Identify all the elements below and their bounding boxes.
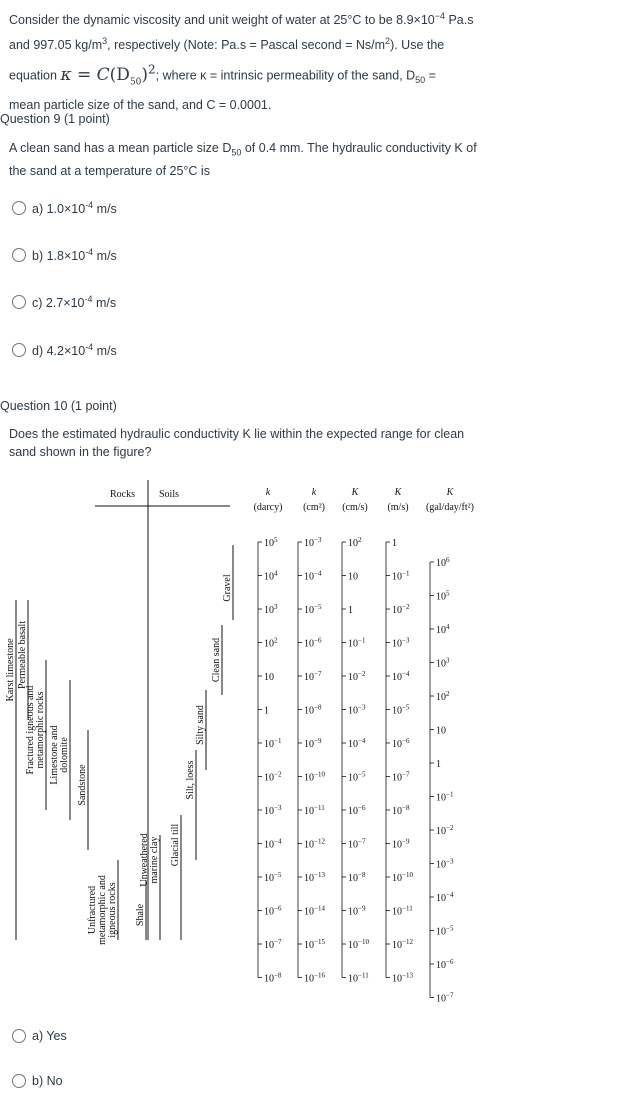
question-points: (1 point)	[60, 112, 110, 126]
tick-exponent: −6	[314, 636, 322, 645]
intro-text: , respectively (Note: Pa.s = Pascal second = Ns/m	[107, 38, 386, 53]
material-label: metamorphic rocks	[35, 691, 46, 769]
tick-exponent: −16	[314, 971, 325, 980]
material-label: Silt, loess	[185, 760, 196, 800]
formula-sub: 50	[129, 77, 142, 88]
tick-label: $10^4$	[436, 623, 450, 636]
tick-label: $10^{-10}$	[348, 938, 369, 951]
formula-exp: 2	[148, 62, 156, 77]
tick-exponent: −5	[274, 871, 282, 879]
tick-exponent: −10	[358, 938, 369, 946]
tick-exponent: −3	[358, 703, 366, 712]
tick-label: $10^2$	[436, 690, 450, 703]
tick-label: $10^{-3}$	[436, 857, 454, 871]
tick-label: $10^{-9}$	[392, 837, 410, 851]
tick-exponent: −3	[274, 804, 282, 812]
material-label: Gravel	[222, 574, 233, 602]
q10-option-a[interactable]	[12, 1029, 67, 1043]
question-text: sand shown in the figure?	[9, 445, 152, 459]
tick-exponent: 5	[446, 589, 450, 598]
tick-exponent: −4	[402, 670, 410, 678]
tick-label: $10^{-15}$	[304, 938, 325, 951]
question-9-header	[0, 112, 110, 126]
intro-text: ; where κ = intrinsic permeability of the sand, D	[155, 68, 416, 83]
rocks-header: Rocks	[110, 489, 135, 500]
tick-exponent: 2	[358, 536, 362, 544]
tick-label: 10	[348, 571, 358, 583]
tick-exponent: −11	[314, 804, 325, 812]
tick-label: 1	[436, 759, 441, 770]
tick-label: $10^{-3}$	[264, 804, 282, 817]
scale-unit: (cm²)	[303, 502, 325, 513]
tick-label: $10^{-3}$	[392, 636, 410, 650]
tick-exponent: −6	[358, 804, 366, 812]
tick-exponent: −7	[402, 770, 410, 779]
tick-label: $10^{-4}$	[304, 569, 322, 583]
scale-symbol: k	[265, 487, 271, 498]
material-label: Clean sand	[211, 637, 222, 683]
scale-symbol: K	[446, 487, 454, 498]
intro-line-2	[9, 31, 609, 56]
tick-exponent: −6	[274, 904, 282, 913]
material-label: Unweathered	[139, 833, 150, 887]
material-label: dolomite	[59, 737, 70, 773]
tick-exponent: −1	[358, 636, 366, 645]
question-text: the sand at a temperature of 25°C is	[9, 163, 210, 178]
tick-exponent: −3	[314, 536, 322, 544]
tick-label: $10^{-5}$	[436, 924, 454, 938]
tick-exponent: −4	[274, 837, 282, 846]
tick-label: 10	[436, 725, 446, 737]
intro-line-3	[9, 56, 609, 95]
tick-exponent: −7	[314, 670, 322, 678]
intro-text: equation	[9, 68, 61, 83]
material-label: marine clay	[149, 836, 160, 884]
tick-exponent: −5	[358, 770, 366, 779]
material-label: Silty sand	[195, 705, 206, 745]
radio-button[interactable]	[12, 343, 26, 357]
tick-label: $10^{-2}$	[436, 824, 454, 837]
tick-label: $10^{-4}$	[348, 737, 366, 750]
scale-symbol: k	[311, 487, 317, 498]
q9-option-d[interactable]	[12, 342, 117, 358]
tick-label: $10^2$	[264, 636, 278, 650]
material-label: Fractured igneous and	[25, 685, 36, 775]
intro-exp: 3	[102, 36, 108, 47]
tick-label: $10^5$	[436, 589, 450, 603]
tick-exponent: −1	[274, 737, 282, 745]
tick-exponent: −5	[446, 924, 454, 933]
tick-exponent: −2	[446, 824, 454, 832]
tick-label: $10^{-4}$	[392, 670, 410, 683]
tick-label: $10^{-16}$	[304, 971, 325, 985]
material-label: metamorphic and	[97, 875, 108, 945]
tick-label: $10^5$	[264, 536, 278, 549]
tick-label: $10^{-7}$	[436, 991, 454, 1005]
tick-exponent: −15	[314, 938, 325, 946]
tick-label: $10^{-4}$	[436, 891, 454, 904]
tick-label: $10^4$	[264, 569, 278, 583]
tick-label: 1	[392, 538, 397, 549]
tick-label: $10^2$	[348, 536, 362, 549]
tick-label: $10^{-1}$	[436, 790, 454, 804]
unit-scales	[254, 487, 474, 1005]
q10-option-b[interactable]	[12, 1074, 63, 1088]
tick-label: $10^{-5}$	[348, 770, 366, 784]
tick-label: $10^3$	[436, 656, 450, 670]
tick-exponent: −4	[446, 891, 454, 899]
tick-exponent: −5	[314, 603, 322, 611]
formula-d: (D	[109, 64, 130, 85]
tick-exponent: −10	[314, 770, 325, 779]
tick-exponent: 2	[274, 636, 278, 645]
radio-button[interactable]	[12, 248, 26, 262]
tick-label: $10^{-12}$	[392, 938, 413, 951]
question-10-text	[9, 425, 569, 461]
tick-exponent: −2	[274, 770, 282, 779]
option-label: a) $1.0\times 10^{-4}$ m/s	[32, 200, 117, 217]
tick-exponent: 2	[446, 690, 450, 698]
material-label: Shale	[135, 903, 146, 927]
tick-label: $10^{-4}$	[264, 837, 282, 851]
tick-exponent: −7	[358, 837, 366, 846]
tick-exponent: −5	[402, 703, 410, 712]
tick-label: $10^{-2}$	[392, 603, 410, 616]
scale-unit: (darcy)	[253, 502, 283, 513]
intro-text: Consider the dynamic viscosity and unit weight of water at 25°C to be 8.9×10	[9, 13, 435, 28]
tick-exponent: −7	[446, 991, 454, 1000]
tick-exponent: −8	[274, 971, 282, 980]
tick-label: $10^3$	[264, 603, 278, 616]
tick-exponent: −2	[402, 603, 410, 611]
tick-exponent: −13	[314, 871, 325, 879]
tick-label: $10^{-1}$	[348, 636, 366, 650]
tick-exponent: −9	[358, 904, 366, 913]
option-label: b) No	[32, 1074, 63, 1088]
intro-line-4: mean particle size of the sand, and C = 0.0001.	[9, 98, 272, 113]
scale-symbol: K	[351, 487, 359, 498]
tick-label: $10^{-7}$	[304, 670, 322, 683]
intro-text: and 997.05 kg/m	[9, 38, 103, 53]
formula-kappa: κ	[60, 64, 72, 85]
tick-label: $10^{-10}$	[304, 770, 325, 784]
tick-label: $10^{-9}$	[348, 904, 366, 918]
q9-option-c[interactable]	[12, 294, 116, 310]
tick-label: $10^{-3}$	[304, 536, 322, 549]
soils-header: Soils	[159, 489, 180, 500]
question-text: of 0.4 mm. The hydraulic conductivity K of	[241, 141, 477, 155]
question-title: Question 9	[0, 112, 61, 126]
tick-label: $10^{-6}$	[264, 904, 282, 918]
intro-line-1	[9, 6, 609, 31]
tick-label: $10^{-5}$	[392, 703, 410, 717]
material-label: Permeable basalt	[17, 620, 28, 690]
intro-text: =	[425, 68, 436, 83]
tick-exponent: −12	[314, 837, 325, 846]
q9-option-a[interactable]	[12, 200, 117, 216]
question-title: Question 10	[0, 399, 68, 413]
tick-label: $10^{-6}$	[436, 958, 454, 971]
material-label: igneous rocks	[107, 882, 118, 938]
tick-exponent: 4	[446, 623, 450, 631]
tick-exponent: −14	[314, 904, 325, 913]
tick-label: $10^{-11}$	[304, 804, 325, 817]
question-9-text	[9, 139, 499, 180]
option-label: b) $1.8\times 10^{-4}$ m/s	[32, 247, 117, 264]
intro-text: Pa.s	[445, 13, 474, 28]
tick-label: $10^{-13}$	[304, 871, 325, 884]
formula-c: C	[96, 64, 110, 85]
tick-label: $10^{-6}$	[392, 737, 410, 750]
tick-exponent: −8	[402, 804, 410, 812]
tick-label: $10^{-13}$	[392, 971, 413, 985]
question-sub: 50	[231, 147, 242, 158]
radio-button[interactable]	[12, 1029, 26, 1043]
tick-label: $10^{-11}$	[392, 904, 413, 918]
tick-label: $10^{-11}$	[348, 971, 369, 985]
option-label: c) $2.7\times 10^{-4}$ m/s	[32, 294, 117, 311]
hydraulic-conductivity-figure	[0, 470, 625, 1015]
tick-label: $10^{-7}$	[392, 770, 410, 784]
formula-equals: =	[71, 64, 97, 85]
tick-exponent: −11	[358, 971, 369, 980]
tick-exponent: −4	[358, 737, 366, 745]
tick-exponent: −3	[402, 636, 410, 645]
tick-label: $10^{-6}$	[304, 636, 322, 650]
tick-label: $10^6$	[436, 556, 450, 569]
figure-headers	[110, 489, 179, 500]
question-points: (1 point)	[67, 399, 117, 413]
tick-label: $10^{-14}$	[304, 904, 325, 918]
tick-exponent: −8	[358, 871, 366, 879]
problem-intro	[9, 6, 609, 116]
tick-label: $10^{-1}$	[392, 569, 410, 583]
tick-label: $10^{-10}$	[392, 871, 413, 884]
tick-label: $10^{-5}$	[304, 603, 322, 616]
tick-exponent: 6	[446, 556, 450, 564]
tick-exponent: 4	[274, 569, 278, 578]
tick-label: $10^{-7}$	[348, 837, 366, 851]
tick-label: $10^{-8}$	[304, 703, 322, 717]
scale-unit: (gal/day/ft²)	[426, 502, 474, 513]
tick-exponent: 3	[446, 656, 450, 665]
radio-button[interactable]	[12, 201, 26, 215]
tick-label: $10^{-3}$	[348, 703, 366, 717]
tick-exponent: −10	[402, 871, 413, 879]
intro-exp: −4	[434, 11, 445, 21]
formula-close: )	[141, 64, 149, 85]
tick-label: 1	[348, 605, 353, 616]
radio-button[interactable]	[12, 1074, 26, 1088]
tick-exponent: −9	[314, 737, 322, 745]
tick-exponent: −1	[446, 790, 454, 799]
intro-sub: 50	[415, 75, 426, 86]
material-label: Karst limestone	[5, 638, 16, 702]
tick-exponent: 5	[274, 536, 278, 544]
tick-label: $10^{-8}$	[264, 971, 282, 985]
material-label: Glacial till	[170, 823, 181, 867]
tick-label: 1	[264, 705, 269, 717]
option-label: a) Yes	[32, 1029, 67, 1043]
question-text: Does the estimated hydraulic conductivity K lie within the expected range for clean	[9, 427, 465, 441]
radio-button[interactable]	[12, 295, 26, 309]
material-label: Limestone and	[49, 725, 60, 785]
tick-exponent: −6	[402, 737, 410, 745]
question-10-header	[0, 399, 117, 413]
tick-label: $10^{-9}$	[304, 737, 322, 750]
q9-option-b[interactable]	[12, 247, 117, 263]
tick-label: $10^{-8}$	[348, 871, 366, 884]
tick-label: $10^{-5}$	[264, 871, 282, 884]
option-label: d) $4.2\times 10^{-4}$ m/s	[32, 342, 117, 359]
material-label: Unfractured	[87, 885, 98, 935]
intro-exp: 2	[385, 36, 391, 47]
tick-exponent: −13	[402, 971, 413, 980]
tick-label: $10^{-6}$	[348, 804, 366, 817]
tick-label: $10^{-7}$	[264, 938, 282, 951]
permeability-equation	[60, 62, 156, 88]
tick-exponent: −12	[402, 938, 413, 946]
tick-exponent: −11	[402, 904, 413, 913]
question-text: A clean sand has a mean particle size D	[9, 141, 232, 155]
scale-symbol: K	[394, 487, 402, 498]
tick-label: $10^{-2}$	[348, 670, 366, 683]
tick-exponent: −4	[314, 569, 322, 578]
tick-exponent: 3	[274, 603, 278, 611]
tick-exponent: −2	[358, 670, 366, 678]
tick-label: $10^{-2}$	[264, 770, 282, 784]
scale-unit: (cm/s)	[342, 502, 368, 513]
tick-label: $10^{-1}$	[264, 737, 282, 750]
tick-exponent: −6	[446, 958, 454, 966]
tick-exponent: −8	[314, 703, 322, 712]
tick-exponent: −3	[446, 857, 454, 866]
material-label: Sandstone	[77, 764, 88, 806]
scale-unit: (m/s)	[387, 502, 409, 513]
tick-label: $10^{-12}$	[304, 837, 325, 851]
tick-label: $10^{-8}$	[392, 804, 410, 817]
tick-label: 10	[264, 672, 274, 683]
tick-exponent: −1	[402, 569, 410, 578]
tick-exponent: −7	[274, 938, 282, 946]
tick-exponent: −9	[402, 837, 410, 846]
material-ranges	[5, 545, 233, 945]
intro-text: ). Use the	[390, 38, 445, 53]
